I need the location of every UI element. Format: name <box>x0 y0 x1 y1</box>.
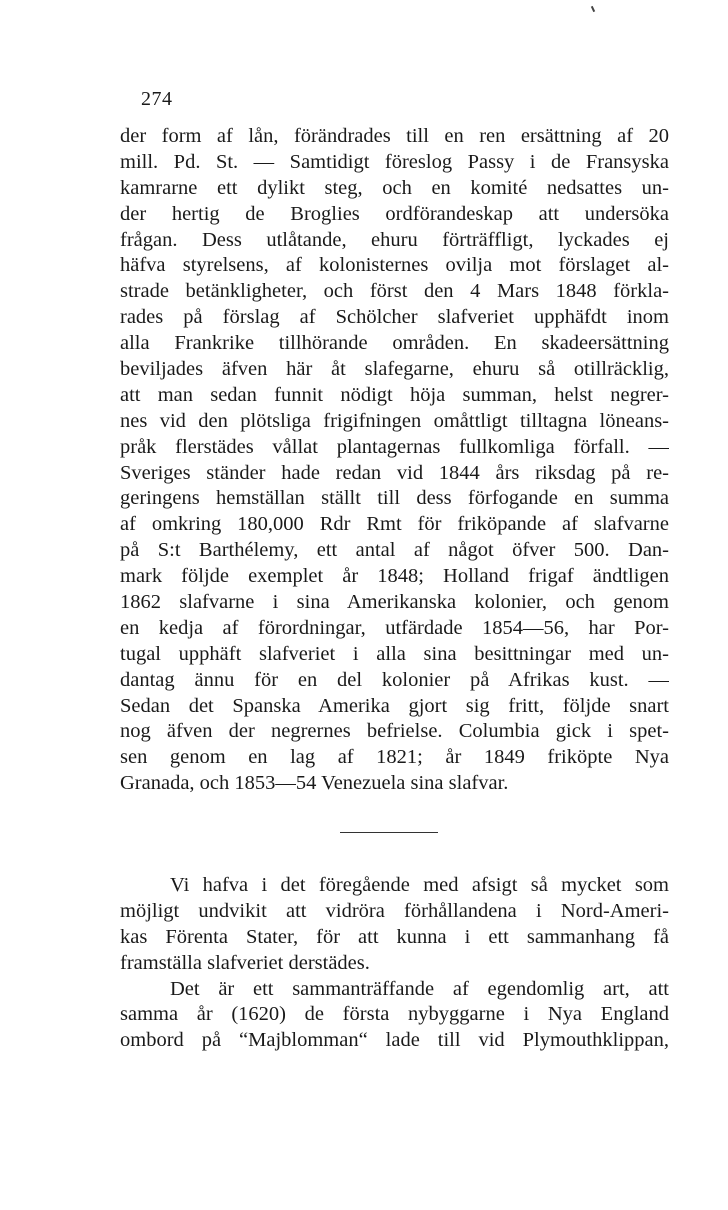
text-line: dantag ännu för en del kolonier på Afrikas kust. — <box>120 668 669 691</box>
section-separator-rule <box>340 832 438 833</box>
text-line: ombord på “Majblomman“ lade till vid Plymouthklippan, <box>120 1029 669 1052</box>
text-line: Det är ett sammanträffande af egendomlig art, att <box>170 977 669 1000</box>
text-line: beviljades äfven här åt slafegarne, ehuru så otillräcklig, <box>120 358 669 381</box>
paragraph-north-america <box>120 873 669 1054</box>
text-line: der form af lån, förändrades till en ren ersättning af 20 <box>120 125 669 147</box>
text-line: kamrarne ett dylikt steg, och en komité nedsattes un- <box>120 176 669 199</box>
text-line: mark följde exemplet år 1848; Holland frigaf ändtligen <box>120 565 669 588</box>
text-line: pråk flerstädes vållat plantagernas fullkomliga förfall. — <box>120 435 669 458</box>
text-line: 1862 slafvarne i sina Amerikanska kolonier, och genom <box>120 591 669 614</box>
text-line: alla Frankrike tillhörande områden. En skadeersättning <box>120 332 669 355</box>
text-line: en kedja af förordningar, utfärdade 1854—56, har Por- <box>120 616 669 639</box>
text-line: strade betänkligheter, och först den 4 Mars 1848 förkla- <box>120 280 669 303</box>
text-line: Sveriges ständer hade redan vid 1844 års riksdag på re- <box>120 461 669 484</box>
text-line: tugal upphäft slafveriet i alla sina besittningar med un- <box>120 642 669 665</box>
text-line: der hertig de Broglies ordförandeskap att undersöka <box>120 202 669 225</box>
text-line: samma år (1620) de första nybyggarne i Nya England <box>120 1003 669 1026</box>
text-line: på S:t Barthélemy, ett antal af något öfver 500. Dan- <box>120 539 669 562</box>
stray-ink-mark <box>591 6 595 12</box>
paragraph-french-emancipation <box>120 124 669 797</box>
text-line: Vi hafva i det föregående med afsigt så mycket som <box>170 874 669 896</box>
text-line: nog äfven der negrernes befrielse. Columbia gick i spet- <box>120 720 669 743</box>
text-line: af omkring 180,000 Rdr Rmt för friköpande af slafvarne <box>120 513 669 536</box>
text-line: Granada, och 1853—54 Venezuela sina slafvar. <box>120 772 509 795</box>
text-line: rades på förslag af Schölcher slafveriet upphäfdt inom <box>120 306 669 329</box>
text-line: nes vid den plötsliga frigifningen omåttligt tilltagna löneans- <box>120 409 669 432</box>
text-line: framställa slafveriet derstädes. <box>120 951 370 974</box>
text-line: häfva styrelsens, af kolonisternes ovilja mot förslaget al- <box>120 254 669 277</box>
text-line: sen genom en lag af 1821; år 1849 friköpte Nya <box>120 746 669 769</box>
text-line: möjligt undvikit att vidröra förhållandena i Nord-Ameri- <box>120 899 669 922</box>
text-line: mill. Pd. St. — Samtidigt föreslog Passy i de Fransyska <box>120 150 669 173</box>
text-line: att man sedan funnit nödigt höja summan, helst negrer- <box>120 383 669 406</box>
page-number: 274 <box>141 88 173 110</box>
text-line: Sedan det Spanska Amerika gjort sig fritt, följde snart <box>120 694 669 717</box>
text-line: kas Förenta Stater, för att kunna i ett sammanhang få <box>120 925 669 948</box>
text-line: geringens hemställan ställt till dess förfogande en summa <box>120 487 669 510</box>
text-line: frågan. Dess utlåtande, ehuru förträffligt, lyckades ej <box>120 228 669 251</box>
